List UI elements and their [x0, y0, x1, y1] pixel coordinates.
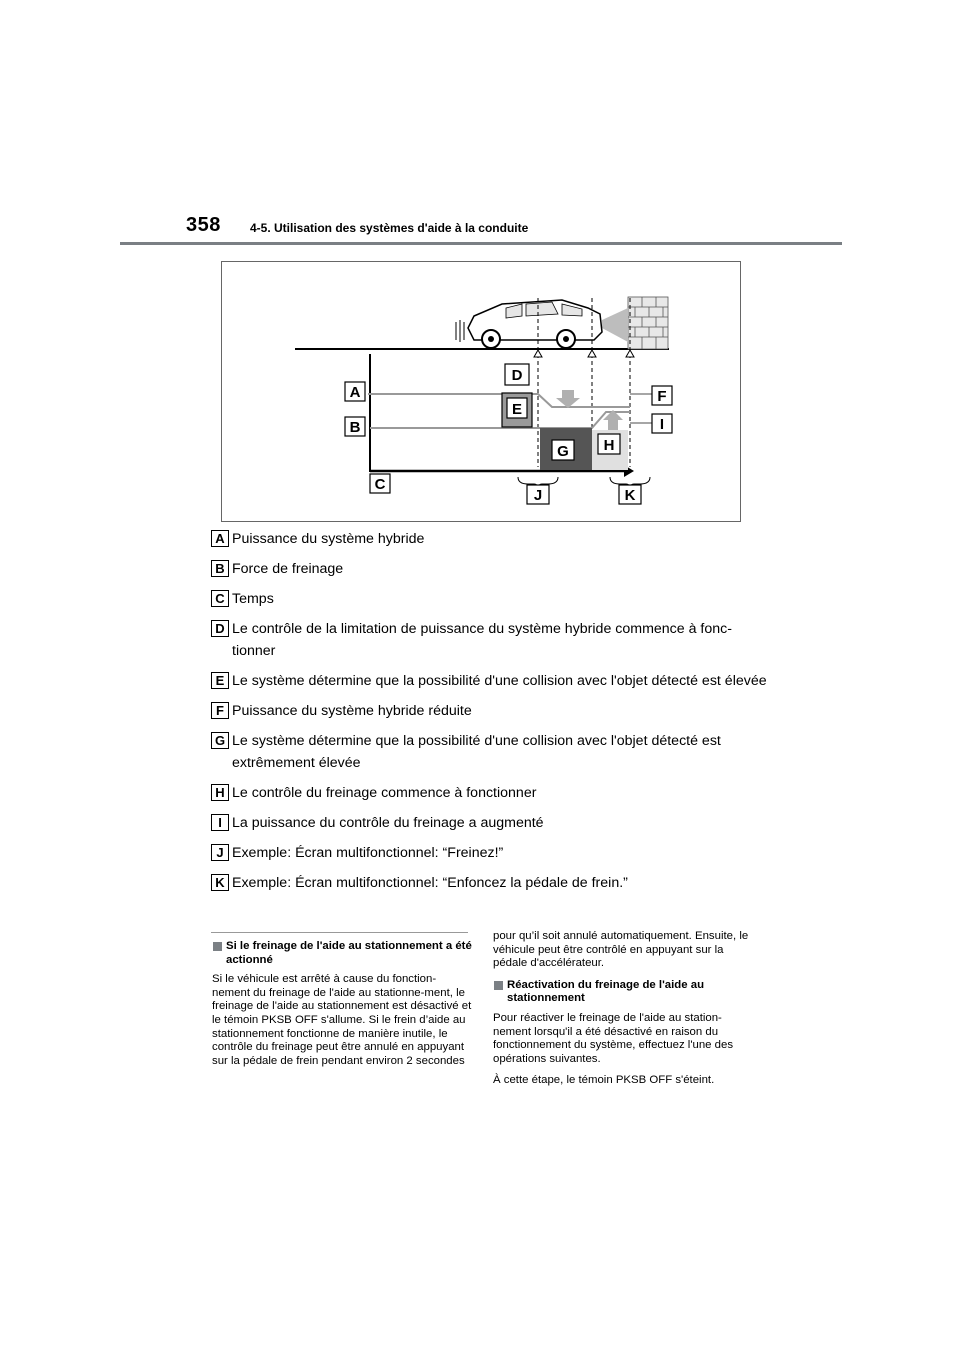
- legend-badge: A: [211, 530, 229, 547]
- label-c: C: [374, 476, 386, 493]
- legend-badge: C: [211, 590, 229, 607]
- note-paragraph: Si le véhicule est arrêté à cause du fonction-nement du freinage de l'aide au stationne-ment, le freinage de l'aide au stationnement est désactivé et le témoin PKSB OFF s'allume. Si le frein d’aide au stationnement fonctionne de manière inutile, le contrôle du freinage peut être annulé en appuyant sur la pédale de frein pendant environ 2 secondes: [212, 973, 472, 1067]
- label-h: H: [603, 437, 615, 454]
- note-bullet-icon: [494, 981, 503, 990]
- label-k: K: [624, 487, 636, 504]
- label-d: D: [511, 367, 523, 384]
- legend-item: [211, 588, 771, 610]
- legend-item: [211, 872, 771, 894]
- legend-item: [211, 700, 771, 722]
- marker-triangle: [626, 350, 634, 357]
- section-title: 4-5. Utilisation des systèmes d'aide à la conduite: [250, 221, 529, 235]
- note-column-right: [493, 930, 753, 1096]
- car-icon: [468, 300, 602, 348]
- sensor-beam: [602, 308, 628, 342]
- note-heading: [493, 979, 753, 1006]
- label-a: A: [349, 384, 361, 401]
- diagram-svg: [222, 262, 742, 523]
- legend-badge: J: [211, 844, 229, 861]
- label-g: G: [557, 443, 569, 460]
- note-column-left: [212, 940, 472, 1076]
- legend-badge: F: [211, 702, 229, 719]
- marker-triangle: [588, 350, 596, 357]
- legend-badge: G: [211, 732, 229, 749]
- note-paragraph: pour qu’il soit annulé automatiquement. Ensuite, le véhicule peut être contrôlé en appuyant sur la pédale d'accélérateur.: [493, 930, 749, 970]
- figure-legend: [211, 528, 771, 902]
- legend-item: [211, 812, 771, 834]
- braking-force-line: [370, 412, 630, 428]
- legend-item: [211, 782, 771, 804]
- motion-lines-icon: [456, 320, 464, 342]
- header-rule: [120, 242, 842, 245]
- legend-text: Exemple: Écran multifonctionnel: “Enfoncez la pédale de frein.”: [232, 875, 628, 891]
- legend-text: Temps: [232, 591, 274, 607]
- note-heading: [212, 940, 472, 967]
- legend-text: Puissance du système hybride: [232, 531, 425, 547]
- note-heading-text: Réactivation du freinage de l'aide au stationnement: [507, 978, 705, 1005]
- label-j: J: [533, 487, 543, 504]
- note-heading-text: Si le freinage de l'aide au stationnement a été actionné: [226, 940, 472, 966]
- legend-item: [211, 842, 771, 864]
- marker-triangle: [534, 350, 542, 357]
- brick-wall: [628, 297, 668, 349]
- label-i: I: [659, 416, 665, 433]
- legend-text: Le système détermine que la possibilité d'une collision avec l'objet détecté est extrêmement élevée: [232, 733, 721, 771]
- legend-text: Exemple: Écran multifonctionnel: “Freinez!”: [232, 845, 504, 861]
- legend-item: [211, 670, 771, 692]
- label-b: B: [349, 419, 361, 436]
- legend-item: [211, 528, 771, 550]
- legend-badge: E: [211, 672, 229, 689]
- legend-text: Puissance du système hybride réduite: [232, 703, 472, 719]
- legend-item: [211, 618, 771, 662]
- legend-badge: D: [211, 620, 229, 637]
- hybrid-power-line: [370, 394, 630, 407]
- note-bullet-icon: [213, 942, 222, 951]
- legend-badge: K: [211, 874, 229, 891]
- power-reduce-arrow-icon: [556, 390, 580, 408]
- label-e: E: [511, 401, 523, 418]
- pksb-timing-diagram: [221, 261, 741, 522]
- legend-item: [211, 558, 771, 580]
- label-f: F: [657, 388, 667, 405]
- legend-badge: B: [211, 560, 229, 577]
- legend-text: Le contrôle du freinage commence à fonctionner: [232, 785, 537, 801]
- note-paragraph: À cette étape, le témoin PKSB OFF s'éteint.: [493, 1074, 715, 1087]
- note-divider: [211, 932, 468, 933]
- legend-text: Le système détermine que la possibilité d'une collision avec l'objet détecté est élevée: [232, 673, 767, 689]
- legend-text: Le contrôle de la limitation de puissance du système hybride commence à fonc-tionner: [232, 621, 732, 659]
- page-number: 358: [186, 214, 221, 236]
- legend-item: [211, 730, 771, 774]
- legend-badge: I: [211, 814, 229, 831]
- note-paragraph: Pour réactiver le freinage de l'aide au station-nement lorsqu'il a été désactivé en raison du fonctionnement du système, effectuez l'une des opérations suivantes.: [493, 1011, 734, 1065]
- legend-text: La puissance du contrôle du freinage a augmenté: [232, 815, 544, 831]
- legend-badge: H: [211, 784, 229, 801]
- legend-text: Force de freinage: [232, 561, 344, 577]
